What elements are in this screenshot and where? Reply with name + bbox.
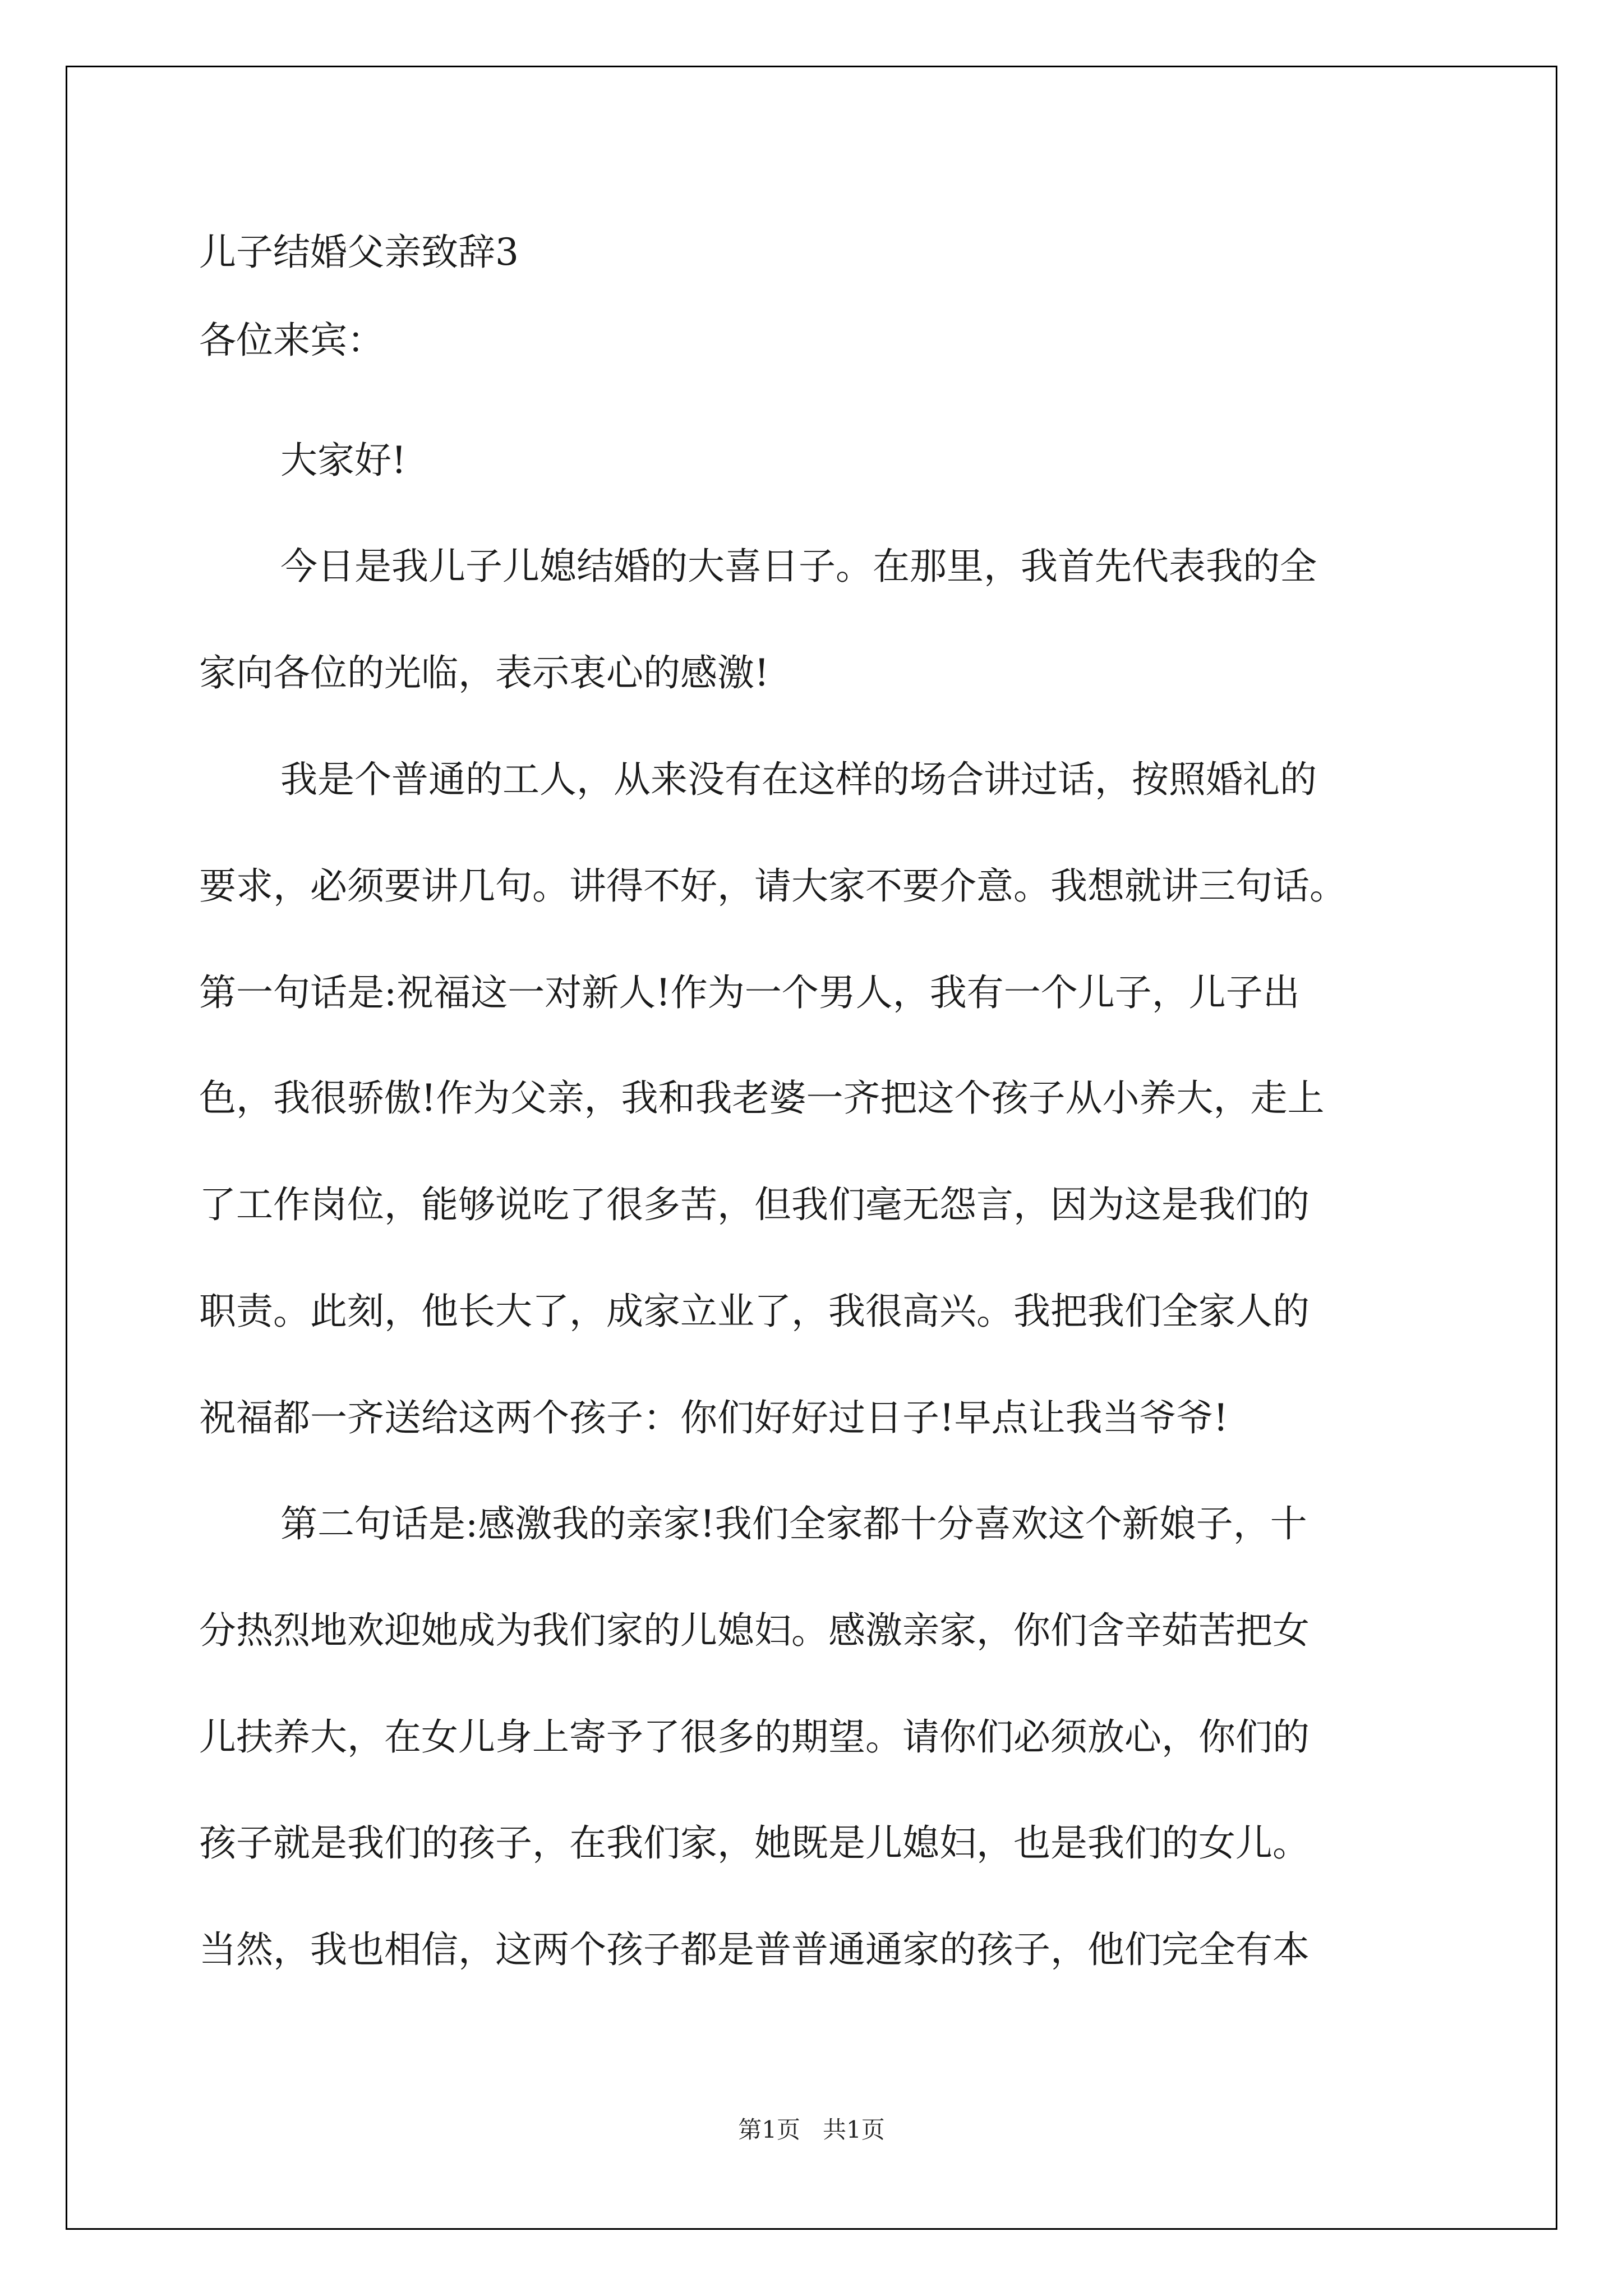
text-line: 今日是我儿子儿媳结婚的大喜日子。在那里，我首先代表我的全 bbox=[280, 545, 1317, 588]
greeting: 大家好! bbox=[280, 439, 407, 482]
text-line: 儿扶养大，在女儿身上寄予了很多的期望。请你们必须放心，你们的 bbox=[199, 1715, 1310, 1759]
document-title: 儿子结婚父亲致辞3 bbox=[199, 231, 519, 274]
text-line: 祝福都一齐送给这两个孩子：你们好好过日子!早点让我当爷爷! bbox=[199, 1396, 1229, 1439]
text-line: 色，我很骄傲!作为父亲，我和我老婆一齐把这个孩子从小养大，走上 bbox=[199, 1076, 1325, 1120]
text-line: 了工作岗位，能够说吃了很多苦，但我们毫无怨言，因为这是我们的 bbox=[199, 1183, 1310, 1226]
text-line: 当然，我也相信，这两个孩子都是普普通通家的孩子，他们完全有本 bbox=[199, 1928, 1310, 1971]
text-line: 职责。此刻，他长大了，成家立业了，我很高兴。我把我们全家人的 bbox=[199, 1290, 1310, 1333]
text-line: 我是个普通的工人，从来没有在这样的场合讲过话，按照婚礼的 bbox=[280, 758, 1317, 801]
text-line: 第二句话是:感激我的亲家!我们全家都十分喜欢这个新娘子，十 bbox=[280, 1502, 1307, 1545]
text-line: 孩子就是我们的孩子，在我们家，她既是儿媳妇，也是我们的女儿。 bbox=[199, 1821, 1310, 1865]
text-line: 要求，必须要讲几句。讲得不好，请大家不要介意。我想就讲三句话。 bbox=[199, 864, 1347, 908]
page-border bbox=[66, 66, 1557, 2230]
text-line: 分热烈地欢迎她成为我们家的儿媳妇。感激亲家，你们含辛茹苦把女 bbox=[199, 1609, 1310, 1652]
salutation: 各位来宾： bbox=[199, 319, 384, 362]
text-line: 家向各位的光临，表示衷心的感激! bbox=[199, 651, 769, 694]
text-line: 第一句话是:祝福这一对新人!作为一个男人，我有一个儿子，儿子出 bbox=[199, 971, 1300, 1014]
page-footer: 第1页 共1页 bbox=[738, 2116, 885, 2143]
